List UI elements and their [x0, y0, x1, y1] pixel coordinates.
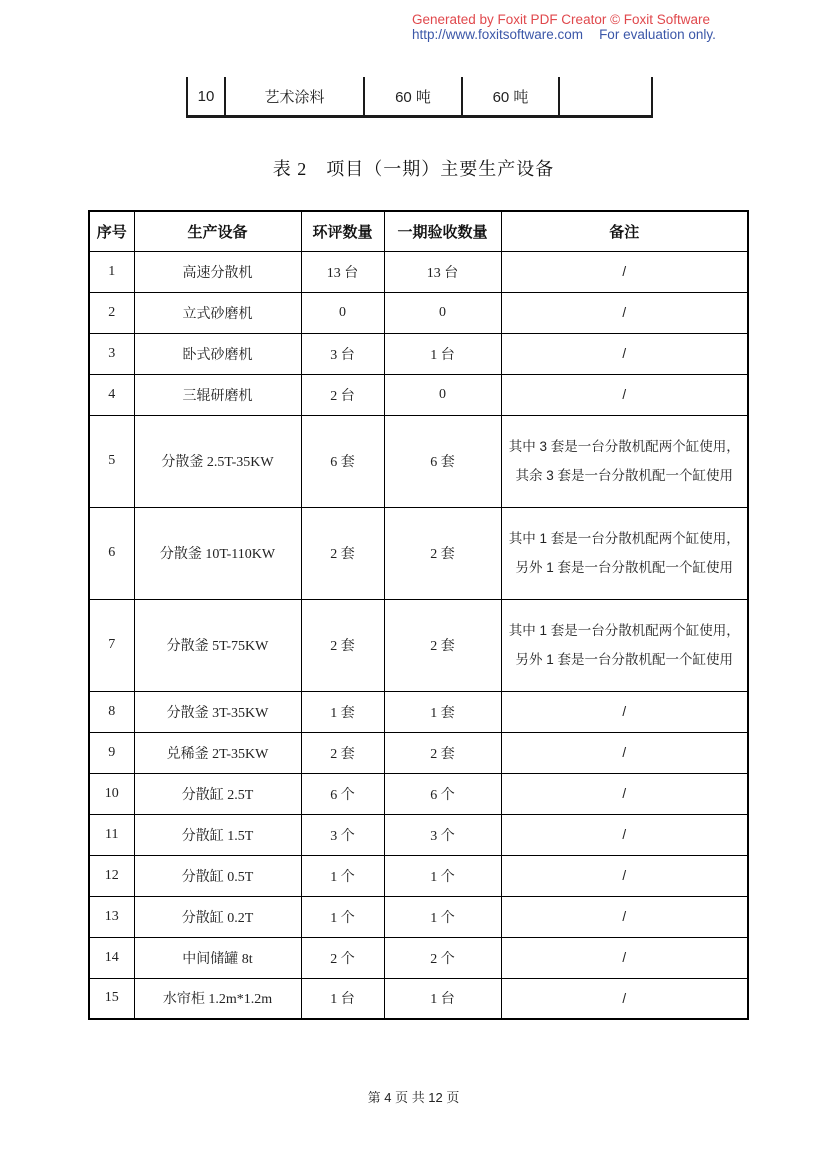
cell-device: 立式砂磨机	[134, 292, 301, 333]
table-row	[89, 978, 748, 1019]
cell-no: 11	[89, 814, 134, 855]
cell-device: 高速分散机	[134, 251, 301, 292]
cell-no: 9	[89, 732, 134, 773]
cell-phase1-qty: 0	[384, 292, 501, 333]
table-row	[89, 333, 748, 374]
foxit-watermark	[412, 12, 716, 42]
cell-phase1-qty: 2 套	[384, 599, 501, 691]
cell-remark: /	[501, 333, 748, 374]
cell-remark: /	[501, 937, 748, 978]
fragment-cell-product: 艺术涂料	[226, 77, 365, 115]
cell-eia-qty: 3 台	[301, 333, 384, 374]
cell-phase1-qty: 2 套	[384, 732, 501, 773]
column-header-eia-qty: 环评数量	[301, 211, 384, 251]
cell-eia-qty: 6 个	[301, 773, 384, 814]
table-title: 表 2 项目（一期）主要生产设备	[272, 159, 555, 179]
cell-eia-qty: 2 套	[301, 599, 384, 691]
cell-phase1-qty: 0	[384, 374, 501, 415]
cell-remark: /	[501, 691, 748, 732]
column-header-no: 序号	[89, 211, 134, 251]
cell-remark: 其中 1 套是一台分散机配两个缸使用，另外 1 套是一台分散机配一个缸使用	[501, 507, 748, 599]
cell-eia-qty: 2 套	[301, 732, 384, 773]
cell-phase1-qty: 3 个	[384, 814, 501, 855]
cell-device: 分散釜 5T-75KW	[134, 599, 301, 691]
watermark-line2	[412, 27, 716, 42]
table-row	[89, 415, 748, 507]
cell-no: 8	[89, 691, 134, 732]
cell-phase1-qty: 1 台	[384, 978, 501, 1019]
column-header-remark: 备注	[501, 211, 748, 251]
fragment-cell-empty	[560, 77, 651, 115]
cell-no: 12	[89, 855, 134, 896]
cell-phase1-qty: 6 个	[384, 773, 501, 814]
cell-no: 6	[89, 507, 134, 599]
main-table-body	[89, 251, 748, 1019]
cell-no: 1	[89, 251, 134, 292]
table-row	[89, 855, 748, 896]
table-row	[89, 732, 748, 773]
cell-remark: /	[501, 251, 748, 292]
cell-eia-qty: 2 个	[301, 937, 384, 978]
cell-eia-qty: 1 个	[301, 855, 384, 896]
cell-remark: /	[501, 855, 748, 896]
cell-device: 分散缸 2.5T	[134, 773, 301, 814]
cell-remark: /	[501, 773, 748, 814]
cell-device: 水帘柜 1.2m*1.2m	[134, 978, 301, 1019]
cell-device: 分散缸 0.5T	[134, 855, 301, 896]
fragment-cell-qty1: 60 吨	[365, 77, 463, 115]
cell-no: 7	[89, 599, 134, 691]
cell-remark: 其中 3 套是一台分散机配两个缸使用，其余 3 套是一台分散机配一个缸使用	[501, 415, 748, 507]
cell-eia-qty: 3 个	[301, 814, 384, 855]
cell-remark: /	[501, 374, 748, 415]
watermark-url: http://www.foxitsoftware.com	[412, 27, 584, 42]
main-table-container	[88, 210, 749, 1020]
cell-no: 10	[89, 773, 134, 814]
table-row	[89, 773, 748, 814]
header-row	[89, 211, 748, 251]
cell-device: 分散缸 0.2T	[134, 896, 301, 937]
table-row	[89, 599, 748, 691]
cell-device: 分散釜 2.5T-35KW	[134, 415, 301, 507]
table-row	[89, 937, 748, 978]
cell-device: 兑稀釜 2T-35KW	[134, 732, 301, 773]
column-header-phase1-qty: 一期验收数量	[384, 211, 501, 251]
cell-no: 3	[89, 333, 134, 374]
table-row	[89, 814, 748, 855]
cell-phase1-qty: 1 个	[384, 855, 501, 896]
cell-eia-qty: 1 台	[301, 978, 384, 1019]
table-row	[89, 374, 748, 415]
table-row	[89, 251, 748, 292]
cell-eia-qty: 2 台	[301, 374, 384, 415]
table-row	[89, 507, 748, 599]
cell-no: 15	[89, 978, 134, 1019]
cell-no: 14	[89, 937, 134, 978]
cell-phase1-qty: 13 台	[384, 251, 501, 292]
page-footer	[0, 1087, 827, 1106]
cell-eia-qty: 1 套	[301, 691, 384, 732]
cell-phase1-qty: 1 台	[384, 333, 501, 374]
cell-remark: /	[501, 978, 748, 1019]
cell-remark: /	[501, 896, 748, 937]
cell-no: 4	[89, 374, 134, 415]
cell-no: 5	[89, 415, 134, 507]
cell-eia-qty: 13 台	[301, 251, 384, 292]
cell-device: 分散缸 1.5T	[134, 814, 301, 855]
cell-device: 卧式砂磨机	[134, 333, 301, 374]
watermark-note: For evaluation only.	[599, 27, 716, 42]
cell-eia-qty: 1 个	[301, 896, 384, 937]
cell-device: 中间储罐 8t	[134, 937, 301, 978]
fragment-cell-no: 10	[188, 77, 226, 115]
cell-remark: /	[501, 732, 748, 773]
main-table-head	[89, 211, 748, 251]
cell-device: 三辊研磨机	[134, 374, 301, 415]
table-row	[89, 896, 748, 937]
table-row	[89, 691, 748, 732]
table-row	[89, 292, 748, 333]
cell-remark: /	[501, 814, 748, 855]
main-table	[88, 210, 749, 1020]
cell-device: 分散釜 10T-110KW	[134, 507, 301, 599]
cell-no: 13	[89, 896, 134, 937]
column-header-device: 生产设备	[134, 211, 301, 251]
cell-eia-qty: 6 套	[301, 415, 384, 507]
cell-remark: /	[501, 292, 748, 333]
fragment-cell-qty2: 60 吨	[463, 77, 560, 115]
cell-remark: 其中 1 套是一台分散机配两个缸使用，另外 1 套是一台分散机配一个缸使用	[501, 599, 748, 691]
top-table-fragment	[186, 77, 653, 118]
watermark-line1: Generated by Foxit PDF Creator © Foxit Software	[412, 12, 711, 27]
cell-phase1-qty: 6 套	[384, 415, 501, 507]
cell-phase1-qty: 1 套	[384, 691, 501, 732]
cell-device: 分散釜 3T-35KW	[134, 691, 301, 732]
cell-phase1-qty: 2 套	[384, 507, 501, 599]
page-number: 第 4 页 共 12 页	[367, 1090, 460, 1105]
cell-eia-qty: 2 套	[301, 507, 384, 599]
cell-phase1-qty: 2 个	[384, 937, 501, 978]
cell-eia-qty: 0	[301, 292, 384, 333]
cell-no: 2	[89, 292, 134, 333]
cell-phase1-qty: 1 个	[384, 896, 501, 937]
